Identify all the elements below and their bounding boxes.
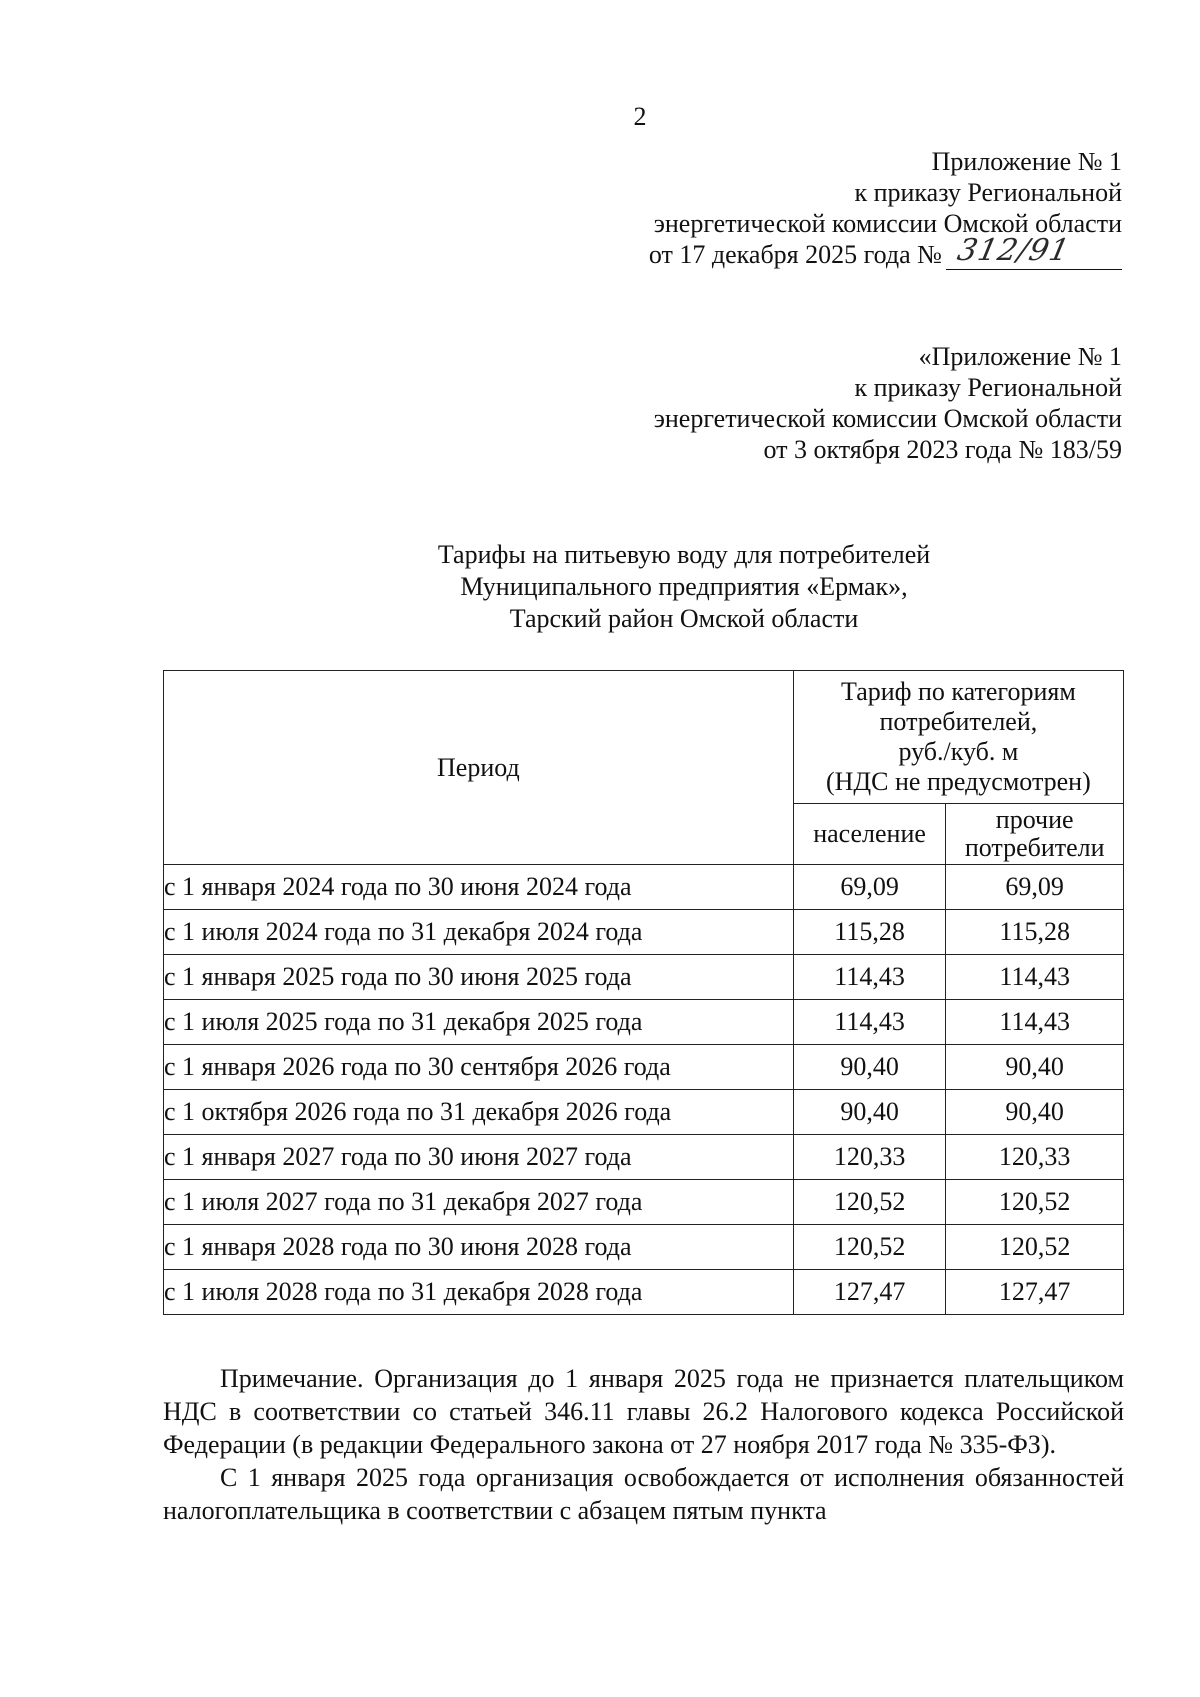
period-cell: с 1 января 2028 года по 30 июня 2028 года (164, 1225, 794, 1270)
appendix-current-order (649, 146, 1122, 270)
period-cell: с 1 января 2027 года по 30 июня 2027 года (164, 1135, 794, 1180)
document-title (0, 539, 1200, 635)
others-tariff-cell: 127,47 (946, 1270, 1124, 1315)
others-header-line-2: потребители (964, 833, 1105, 862)
table-row (164, 955, 1124, 1000)
others-column-header (946, 804, 1124, 865)
population-tariff-cell: 90,40 (793, 1045, 946, 1090)
period-cell: с 1 января 2025 года по 30 июня 2025 года (164, 955, 794, 1000)
page-number: 2 (633, 102, 647, 131)
tariff-header-line-1: Тариф по категориям (840, 677, 1076, 706)
period-cell: с 1 июля 2028 года по 31 декабря 2028 года (164, 1270, 794, 1315)
tariff-header-line-2: потребителей, (879, 707, 1038, 736)
others-tariff-cell: 90,40 (946, 1090, 1124, 1135)
others-tariff-cell: 120,52 (946, 1225, 1124, 1270)
others-tariff-cell: 90,40 (946, 1045, 1124, 1090)
appendix-previous-line-1: «Приложение № 1 (918, 342, 1122, 371)
others-tariff-cell: 120,52 (946, 1180, 1124, 1225)
note-paragraph-2: С 1 января 2025 года организация освобождается от исполнения обязанностей налогоплательщика в соответствии с абзацем пятым пункта (163, 1463, 1124, 1525)
table-row (164, 1000, 1124, 1045)
table-row (164, 1045, 1124, 1090)
appendix-current-line-3: энергетической комиссии Омской области (653, 209, 1122, 238)
tariff-table (163, 670, 1124, 1315)
others-tariff-cell: 69,09 (946, 865, 1124, 910)
table-row (164, 910, 1124, 955)
appendix-previous-order (654, 341, 1122, 465)
appendix-current-date: от 17 декабря 2025 года № (648, 240, 942, 269)
tariff-header-line-4: (НДС не предусмотрен) (826, 767, 1091, 796)
title-line-1: Тарифы на питьевую воду для потребителей (437, 540, 931, 569)
table-row (164, 1135, 1124, 1180)
others-tariff-cell: 114,43 (946, 955, 1124, 1000)
population-tariff-cell: 120,52 (793, 1225, 946, 1270)
population-tariff-cell: 115,28 (793, 910, 946, 955)
population-tariff-cell: 120,33 (793, 1135, 946, 1180)
tariff-header-line-3: руб./куб. м (898, 737, 1019, 766)
period-cell: с 1 июля 2025 года по 31 декабря 2025 года (164, 1000, 794, 1045)
table-row (164, 1090, 1124, 1135)
others-tariff-cell: 115,28 (946, 910, 1124, 955)
period-cell: с 1 июля 2027 года по 31 декабря 2027 года (164, 1180, 794, 1225)
others-header-line-1: прочие (995, 805, 1074, 834)
title-line-2: Муниципального предприятия «Ермак», (460, 572, 908, 601)
population-tariff-cell: 127,47 (793, 1270, 946, 1315)
period-cell: с 1 октября 2026 года по 31 декабря 2026 года (164, 1090, 794, 1135)
appendix-previous-line-2: к приказу Региональной (854, 373, 1122, 402)
period-cell: с 1 января 2024 года по 30 июня 2024 года (164, 865, 794, 910)
handwritten-order-number: 312/91 (954, 233, 1074, 268)
table-row (164, 1180, 1124, 1225)
appendix-previous-line-3: энергетической комиссии Омской области (653, 404, 1122, 433)
population-column-header: население (793, 804, 946, 865)
period-cell: с 1 июля 2024 года по 31 декабря 2024 года (164, 910, 794, 955)
population-tariff-cell: 114,43 (793, 1000, 946, 1045)
note-section (163, 1362, 1124, 1527)
appendix-current-line-1: Приложение № 1 (931, 147, 1122, 176)
appendix-current-line-2: к приказу Региональной (854, 178, 1122, 207)
period-column-header: Период (164, 671, 794, 865)
table-row (164, 1270, 1124, 1315)
population-tariff-cell: 120,52 (793, 1180, 946, 1225)
tariff-column-header (793, 671, 1123, 804)
others-tariff-cell: 114,43 (946, 1000, 1124, 1045)
population-tariff-cell: 69,09 (793, 865, 946, 910)
population-tariff-cell: 114,43 (793, 955, 946, 1000)
others-tariff-cell: 120,33 (946, 1135, 1124, 1180)
order-number-field (946, 233, 1122, 270)
appendix-previous-line-4: от 3 октября 2023 года № 183/59 (763, 435, 1122, 464)
note-paragraph-1: Примечание. Организация до 1 января 2025 года не признается плательщиком НДС в соответствии со статьей 346.11 главы 26.2 Налогового кодекса Российской Федерации (в редакции Федерального закона от 27 ноября 2017 года № 335-ФЗ). (163, 1364, 1124, 1459)
appendix-current-date-line (648, 233, 1122, 270)
table-row (164, 865, 1124, 910)
table-row (164, 1225, 1124, 1270)
period-cell: с 1 января 2026 года по 30 сентября 2026 года (164, 1045, 794, 1090)
population-tariff-cell: 90,40 (793, 1090, 946, 1135)
title-line-3: Тарский район Омской области (509, 604, 859, 633)
